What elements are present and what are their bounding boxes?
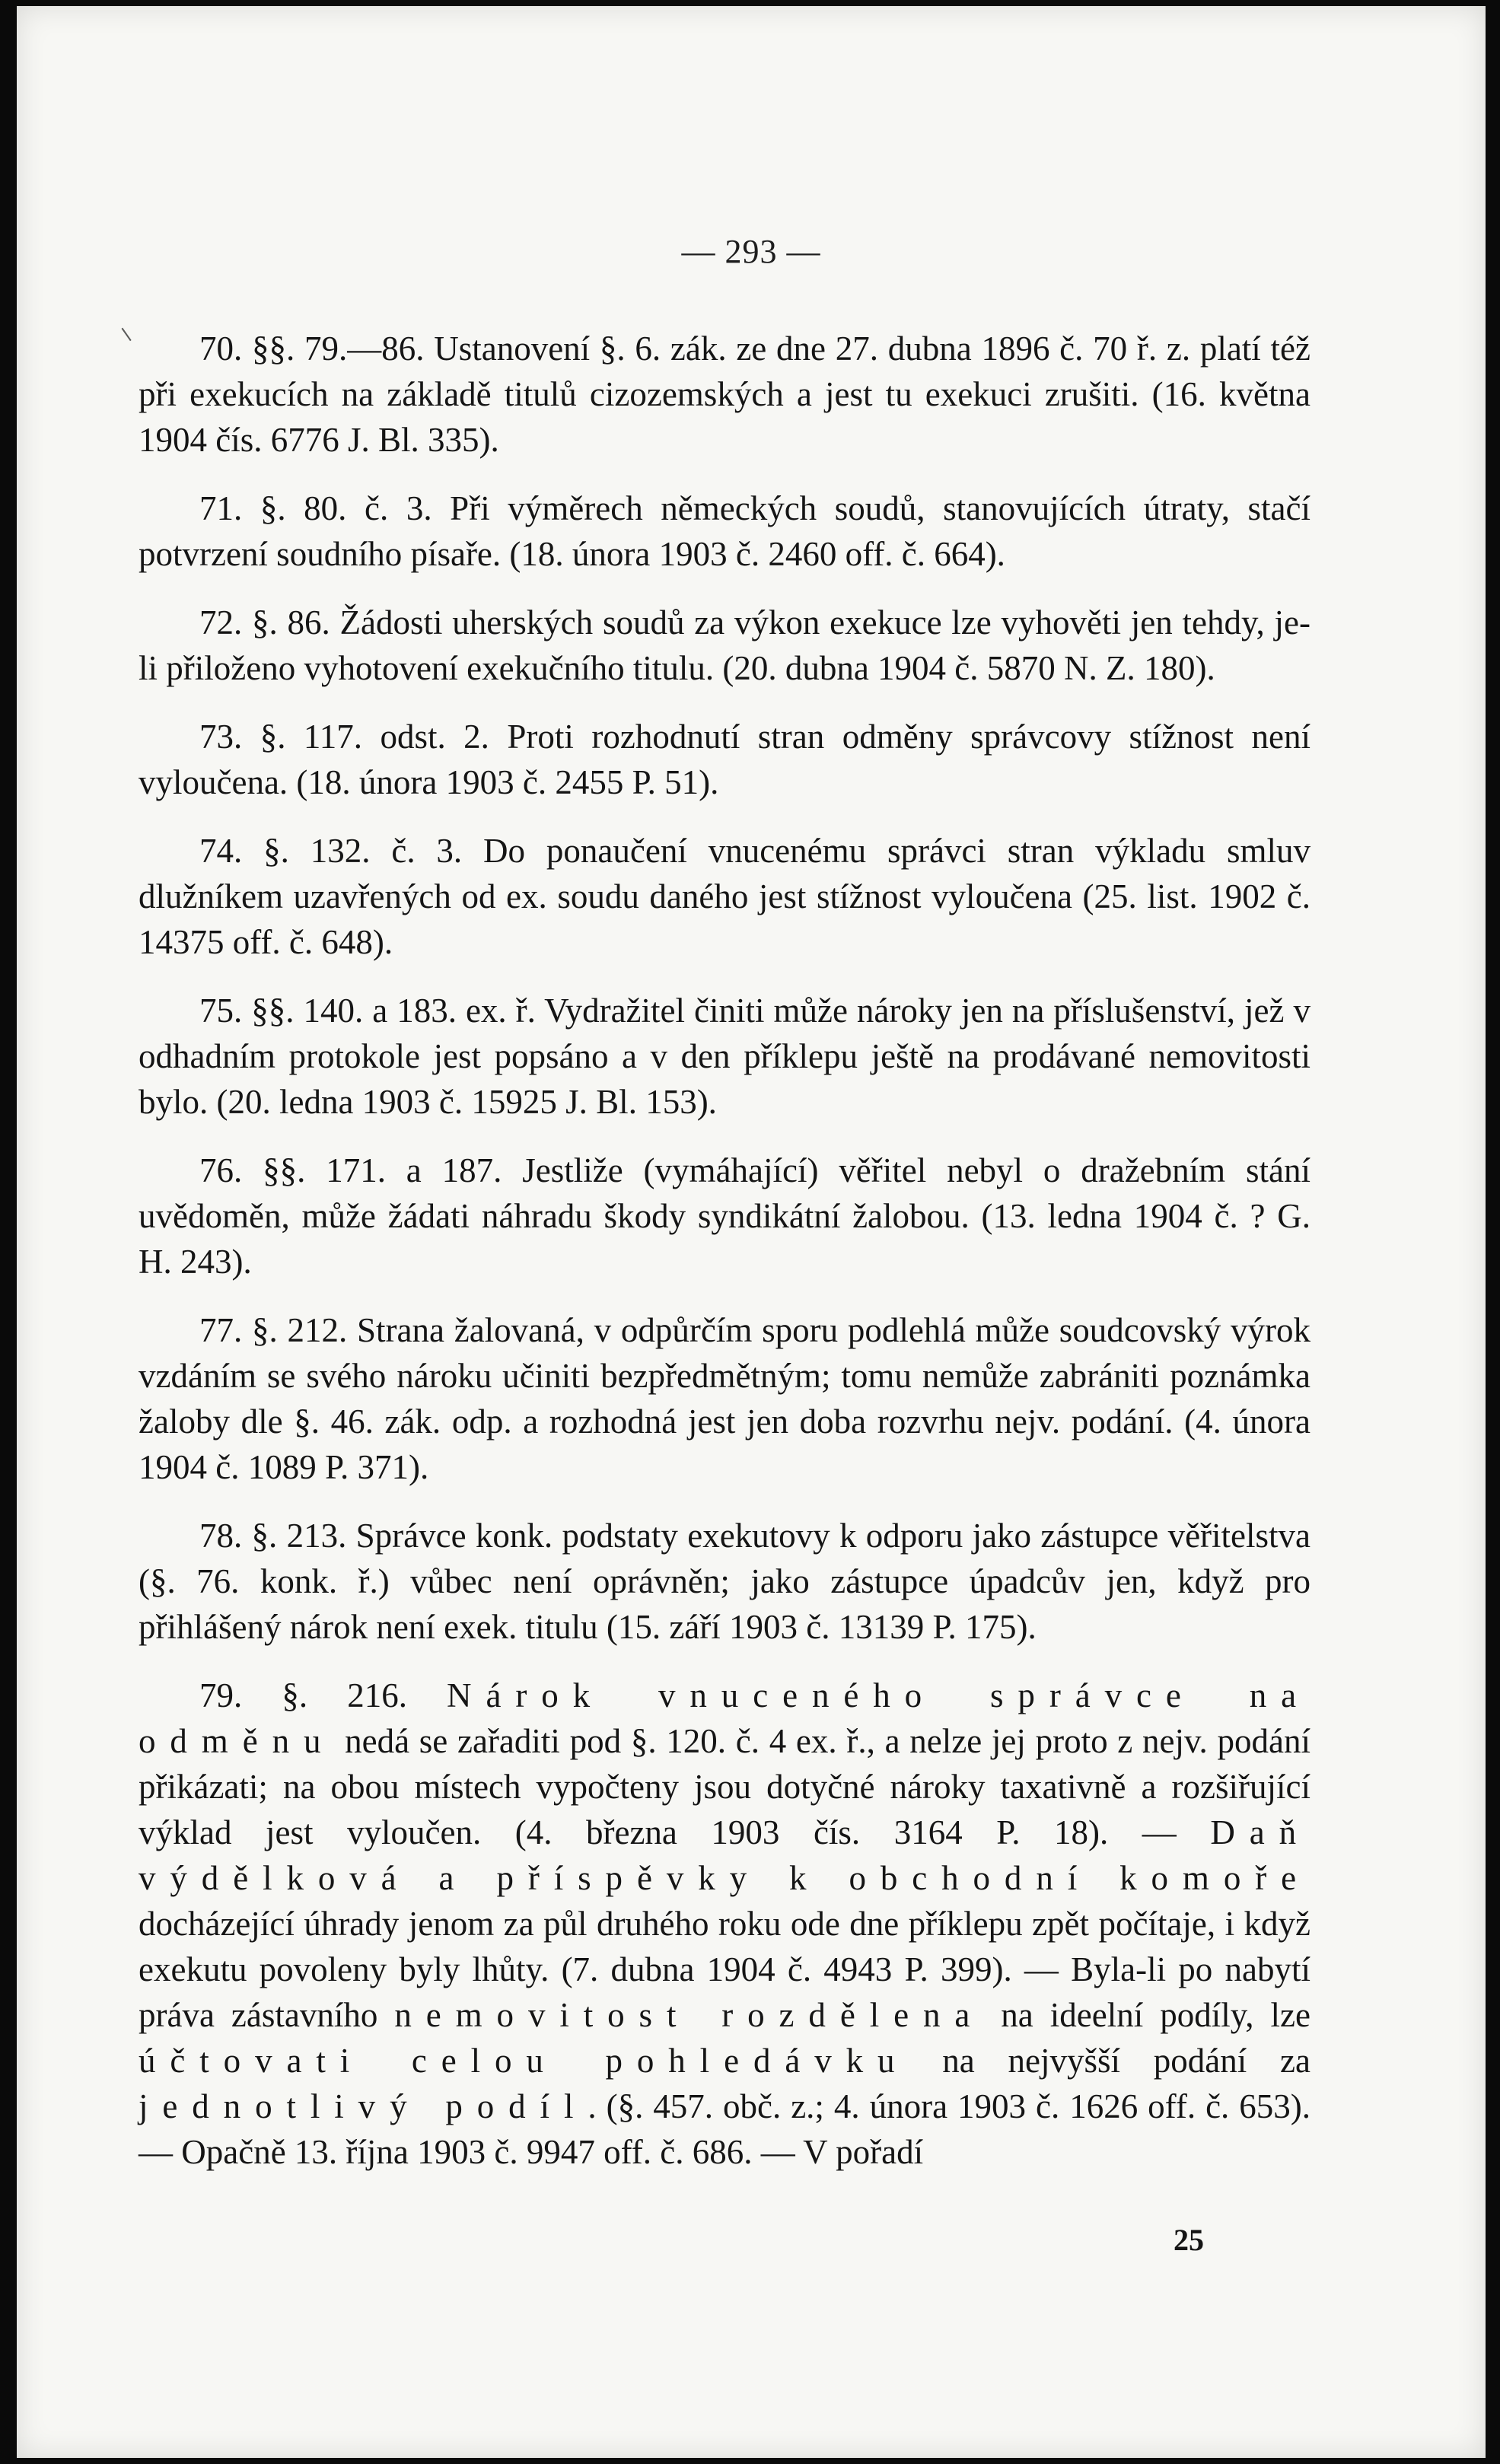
- paragraph-73: 73. §. 117. odst. 2. Proti rozhodnutí stran odměny správcovy stížnost není vyloučena. (18. února 1903 č. 2455 P. 51).: [139, 718, 1311, 801]
- paragraph-79-part-4: na ideelní podíly, lze: [984, 1996, 1311, 2034]
- paragraph-79: [139, 1673, 1311, 2175]
- main-text: [139, 326, 1311, 2175]
- emphasis-property-divided: nemovitost rozdělena: [394, 1996, 985, 2034]
- paragraph-78: 78. §. 213. Správce konk. podstaty exekutovy k odporu jako zástupce věřitelstva (§. 76. konk. ř.) vůbec není oprávněn; jako zástupce úpadcův jen, když pro přihlášený nárok není exek. titulu (15. září 1903 č. 13139 P. 175).: [139, 1517, 1311, 1646]
- margin-mark: [122, 323, 139, 341]
- document-page: [17, 6, 1486, 2458]
- paragraph-77: 77. §. 212. Strana žalovaná, v odpůrčím sporu podlehlá může soudcovský výrok vzdáním se svého nároku učiniti bezpředmětným; tomu nemůže zabrániti poznámka žaloby dle §. 46. zák. odp. a rozhodná jest jen doba rozvrhu nejv. podání. (4. února 1904 č. 1089 P. 371).: [139, 1311, 1311, 1486]
- emphasis-whole-claim: účtovati celou pohledávku: [139, 2042, 909, 2080]
- paragraph-79-part-5: na nejvyšší podání za: [909, 2042, 1311, 2080]
- paragraph-72: 72. §. 86. Žádosti uherských soudů za výkon exekuce lze vyhověti jen tehdy, je-li přiloženo vyhotovení exekučního titulu. (20. dubna 1904 č. 5870 N. Z. 180).: [139, 603, 1311, 687]
- emphasis-individual-share: jednotlivý podíl: [139, 2087, 588, 2125]
- paragraph-79-part-1: 79. §. 216.: [199, 1676, 447, 1714]
- paragraph-79-part-3: docházející úhrady jenom za půl druhého roku ode dne příklepu zpět počítaje, i když exekutu povoleny byly lhůty. (7. dubna 1904 č. 4943 P. 399). — Byla-li po nabytí práva zástavního: [139, 1905, 1311, 2034]
- emphasis-trade-tax: Daň výdělková a příspěvky k obchodní komoře: [139, 1813, 1311, 1897]
- paragraph-79-part-2: nedá se zařaditi pod §. 120. č. 4 ex. ř., a nelze jej proto z nejv. podání přikázati; na obou místech vypočteny jsou dotyčné nároky taxativně a rozšiřující výklad jest vyloučen. (4. března 1903 čís. 3164 P. 18). —: [139, 1722, 1311, 1851]
- printer-signature: 25: [1174, 2223, 1204, 2257]
- paragraph-76: 76. §§. 171. a 187. Jestliže (vymáhající) věřitel nebyl o dražebním stání uvědoměn, může žádati náhradu škody syndikátní žalobou. (13. ledna 1904 č. ? G. H. 243).: [139, 1151, 1311, 1281]
- paragraph-70: 70. §§. 79.—86. Ustanovení §. 6. zák. ze dne 27. dubna 1896 č. 70 ř. z. platí též při exekucích na základě titulů cizozemských a jest tu exekuci zrušiti. (16. května 1904 čís. 6776 J. Bl. 335).: [139, 329, 1311, 459]
- page-number: — 293 —: [681, 233, 821, 270]
- emphasis-claim-of-administrator: Nárok vnuceného správce na odměnu: [139, 1676, 1311, 1760]
- paragraph-74: 74. §. 132. č. 3. Do ponaučení vnucenému správci stran výkladu smluv dlužníkem uzavřených od ex. soudu daného jest stížnost vyloučena (25. list. 1902 č. 14375 off. č. 648).: [139, 832, 1311, 961]
- paragraph-71: 71. §. 80. č. 3. Při výměrech německých soudů, stanovujících útraty, stačí potvrzení soudního písaře. (18. února 1903 č. 2460 off. č. 664).: [139, 489, 1311, 573]
- paragraph-75: 75. §§. 140. a 183. ex. ř. Vydražitel činiti může nároky jen na příslušenství, jež v odhadním protokole jest popsáno a v den příklepu ještě na prodávané nemovitosti bylo. (20. ledna 1903 č. 15925 J. Bl. 153).: [139, 992, 1311, 1121]
- paragraph-79-part-6: . (§. 457. obč. z.; 4. února 1903 č. 1626 off. č. 653). — Opačně 13. října 1903 č. 9947 off. č. 686. — V pořadí: [139, 2087, 1311, 2171]
